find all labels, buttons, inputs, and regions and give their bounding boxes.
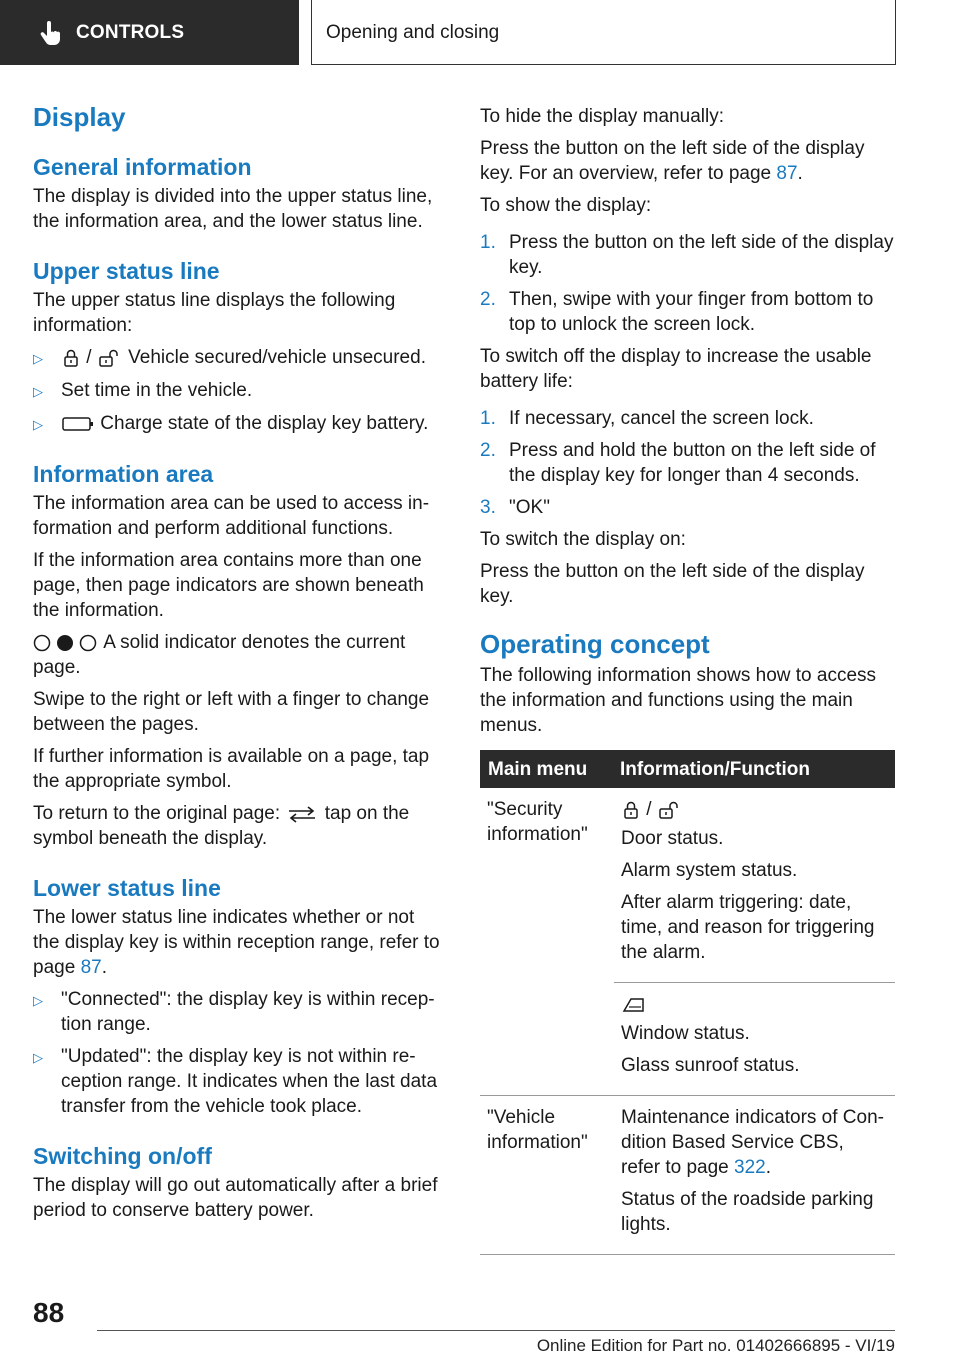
hide-label: To hide the display manually: <box>480 106 724 127</box>
bullet-triangle-icon: ▷ <box>33 1050 43 1065</box>
page-number: 88 <box>33 1297 65 1328</box>
bullet-text: Vehicle secured/vehicle unsecured. <box>128 347 426 368</box>
list-item: 1. If necessary, cancel the screen lock. <box>480 408 814 429</box>
switching-text: The display will go out automatically after a brief period to conserve battery power. <box>33 1175 438 1221</box>
col-information: Information/Function <box>614 750 895 788</box>
info-text-2: If the information area contains more than one page, then page indicators are shown beneath the information. <box>33 550 424 621</box>
left-column: Display General information The display is divided into the upper status line, the information area, and the lower status line. Upper status line The upper status line displays the following information: ▷ / Vehicle secured/vehicle unsecured. ▷ Set time in the vehicle. ▷ Charge state of the display key battery. Information area The information area can be used to access information and perform additional functions. If the information area contains more than one page, then page indicators are shown beneath the information. A solid indicator denotes the current page. Swipe to the right or left with a finger to change between the pages. If further information is available on a page, tap the appropriate symbol. To return to the original page: tap on the symbol beneath the display. Lower status line The lower status line indicates whether or not the display key is within reception range, refer to page 87. ▷ "Connected": the display key is within reception range. ▷ "Updated": the display key is not within reception range. It indicates when the last data transfer from the vehicle took place. Switching on/off The display will go out automatically after a brief period to conserve battery power. <box>33 100 443 1230</box>
hand-touch-icon <box>40 20 62 46</box>
bullet-text: Set time in the vehicle. <box>61 380 253 401</box>
footer-divider <box>97 1330 895 1331</box>
bullet-text: "Connected": the display key is within reception range. <box>61 989 435 1035</box>
info-text-6a: To return to the original page: <box>33 803 281 824</box>
show-label: To show the display: <box>480 195 652 216</box>
upper-status-heading: Upper status line <box>33 258 220 284</box>
lock-closed-icon <box>61 348 81 368</box>
list-item: 3. "OK" <box>480 497 550 518</box>
off-label: To switch off the display to increase the usable battery life: <box>480 346 872 392</box>
info-text-4: Swipe to the right or left with a finger to change between the pages. <box>33 689 430 735</box>
page-link[interactable]: 322 <box>734 1157 766 1178</box>
switching-heading: Switching on/off <box>33 1143 212 1169</box>
page-title: Display <box>33 102 126 132</box>
lock-separator: / <box>86 347 92 368</box>
operating-concept-heading: Operating concept <box>480 629 710 659</box>
lower-status-heading: Lower status line <box>33 875 221 901</box>
concept-text: The following information shows how to access the information and functions using the main menus. <box>480 665 877 736</box>
table-row: "Security information" / Door status. Alarm system status. After alarm triggering: date, time, and reason for triggering the alarm. <box>480 788 895 983</box>
information-area-heading: Information area <box>33 461 214 487</box>
general-heading: General information <box>33 154 252 180</box>
table-row: Window status. Glass sunroof status. <box>480 983 895 1096</box>
list-item <box>33 1044 443 1119</box>
menu-table <box>480 750 895 1255</box>
page-link[interactable]: 87 <box>776 163 798 184</box>
chapter-title: Opening and closing <box>311 0 896 65</box>
bullet-triangle-icon: ▷ <box>33 417 43 432</box>
bullet-triangle-icon: ▷ <box>33 384 43 399</box>
page-indicator-icon <box>33 633 99 653</box>
list-item <box>33 345 443 371</box>
on-text: Press the button on the left side of the display key. <box>480 561 865 607</box>
upper-status-intro: The upper status line displays the following information: <box>33 290 396 336</box>
edition-info: Online Edition for Part no. 01402666895 - VI/19 <box>536 1336 895 1355</box>
page-link[interactable]: 87 <box>80 957 102 978</box>
right-column: To hide the display manually: Press the button on the left side of the display key. For an overview, refer to page 87. To show the display: 1. Press the button on the left side of the display key. 2. Then, swipe with your finger from bottom to top to unlock the screen lock. To switch off the display to increase the usable battery life: 1. If necessary, cancel the screen lock. 2. Press and hold the button on the left side of the display key for longer than 4 seconds. 3. "OK" To switch the display on: Press the button on the left side of the display key. Operating concept The following information shows how to access the information and functions using the main menus. Main menu Information/Function "Security information" / Door status. Alarm system status. After alarm triggering: date, time, and reason for triggering the alarm. Window status. Glass sunroof status. "Vehicle information" Maintenance indicators of Condition Based Service CBS, refer to page 322. Status of the roadside parking lights. <box>480 104 895 1255</box>
section-label: CONTROLS <box>76 22 185 43</box>
hide-text: Press the button on the left side of the display key. For an overview, refer to page <box>480 138 865 184</box>
info-text-1: The information area can be used to access information and perform additional functions. <box>33 493 430 539</box>
menu-security: "Security information" <box>480 788 614 1096</box>
general-text: The display is divided into the upper status line, the information area, and the lower status line. <box>33 186 433 232</box>
bullet-triangle-icon: ▷ <box>33 351 43 366</box>
lock-open-icon <box>657 800 683 820</box>
section-tab <box>0 0 299 65</box>
bullet-triangle-icon: ▷ <box>33 993 43 1008</box>
bullet-text: "Updated": the display key is not within reception range. It indicates when the last data transfer from the vehicle took place. <box>61 1046 438 1117</box>
return-arrows-icon <box>285 804 319 824</box>
list-item: 2. Then, swipe with your finger from bottom to top to unlock the screen lock. <box>480 289 874 335</box>
table-row: "Vehicle information" Maintenance indicators of Condition Based Service CBS, refer to page 322. Status of the roadside parking lights. <box>480 1096 895 1255</box>
table-header <box>480 750 895 788</box>
lower-intro-text: The lower status line indicates whether or not the display key is within reception range, refer to page <box>33 907 440 978</box>
list-item <box>33 378 443 404</box>
lock-closed-icon <box>621 800 641 820</box>
info-text-5: If further information is available on a page, tap the appropriate symbol. <box>33 746 430 792</box>
window-icon <box>621 995 647 1015</box>
info-text-3: A solid indicator denotes the current page. <box>33 632 406 678</box>
on-label: To switch the display on: <box>480 529 686 550</box>
list-item: 1. Press the button on the left side of the display key. <box>480 232 894 278</box>
menu-vehicle: "Vehicle information" <box>480 1096 614 1255</box>
list-item <box>33 987 443 1037</box>
battery-icon <box>61 415 95 433</box>
info-text-6b: tap on the symbol beneath the display. <box>33 803 410 849</box>
lock-open-icon <box>97 348 123 368</box>
list-item <box>33 411 443 437</box>
list-item: 2. Press and hold the button on the left side of the display key for longer than 4 seconds. <box>480 440 876 486</box>
col-main-menu: Main menu <box>480 750 614 788</box>
bullet-text: Charge state of the display key battery. <box>100 413 429 434</box>
